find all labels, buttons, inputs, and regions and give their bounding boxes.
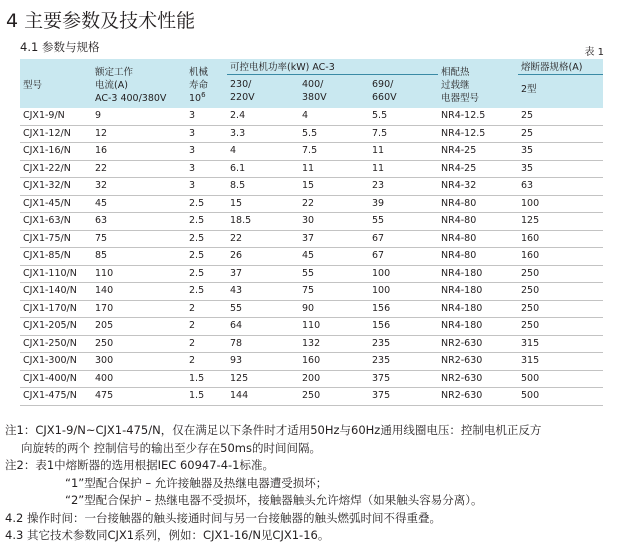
note-2-type-2: “2”型配合保护 – 热继电器不受损坏，接触器触头允许熔焊（如果触头容易分离）。 — [65, 493, 483, 507]
cell-life: 2.5 — [189, 215, 205, 226]
cell-power-690v: 156 — [372, 320, 391, 331]
cell-relay: NR2-630 — [441, 337, 483, 349]
cell-model: CJX1-400/N — [23, 372, 77, 384]
cell-model: CJX1-205/N — [23, 320, 77, 331]
cell-power-690v: 156 — [372, 302, 391, 314]
cell-model: CJX1-140/N — [23, 285, 77, 296]
cell-rated-current: 170 — [95, 302, 114, 314]
header-power-690 — [369, 75, 438, 109]
cell-fuse: 125 — [521, 215, 540, 226]
header-rated-current-line2: 电流(A) — [95, 80, 128, 91]
cell-model: CJX1-32/N — [23, 180, 71, 191]
cell-power-230v: 144 — [230, 390, 249, 401]
cell-power-690v: 5.5 — [372, 110, 388, 121]
cell-power-400v: 75 — [302, 285, 315, 296]
cell-life: 2.5 — [189, 285, 205, 296]
cell-rated-current: 45 — [95, 197, 108, 209]
cell-relay: NR4-12.5 — [441, 110, 486, 121]
table-row — [20, 230, 603, 248]
cell-power-400v: 30 — [302, 215, 315, 226]
cell-power-400v: 7.5 — [302, 145, 318, 156]
table-row — [20, 283, 603, 301]
header-fuse-sub: 2型 — [521, 84, 537, 95]
cell-fuse: 100 — [521, 197, 540, 209]
cell-model: CJX1-75/N — [23, 232, 71, 244]
cell-life: 3 — [189, 110, 196, 121]
table-row — [20, 160, 603, 178]
cell-power-230v: 6.1 — [230, 162, 246, 174]
cell-power-230v: 15 — [230, 197, 243, 209]
cell-power-230v: 93 — [230, 355, 243, 366]
cell-power-230v: 2.4 — [230, 110, 246, 121]
cell-power-230v: 43 — [230, 285, 243, 296]
header-power-400-line1: 400/ — [302, 79, 324, 90]
cell-life: 2.5 — [189, 197, 205, 209]
cell-model: CJX1-85/N — [23, 250, 71, 261]
cell-model: CJX1-16/N — [23, 145, 71, 156]
cell-power-690v: 39 — [372, 197, 385, 209]
table-row — [20, 143, 603, 161]
cell-fuse: 500 — [521, 372, 540, 384]
header-relay-line2: 过载继 — [441, 80, 470, 91]
cell-power-230v: 78 — [230, 337, 243, 349]
table-row — [20, 178, 603, 196]
cell-relay: NR4-180 — [441, 302, 483, 314]
cell-power-230v: 64 — [230, 320, 243, 331]
cell-power-690v: 23 — [372, 180, 385, 191]
cell-relay: NR4-80 — [441, 232, 477, 244]
cell-model: CJX1-63/N — [23, 215, 71, 226]
cell-rated-current: 32 — [95, 180, 108, 191]
cell-power-230v: 4 — [230, 145, 237, 156]
cell-relay: NR4-180 — [441, 320, 483, 331]
cell-rated-current: 63 — [95, 215, 108, 226]
cell-rated-current: 16 — [95, 145, 108, 156]
table-body — [20, 108, 603, 405]
cell-life: 2 — [189, 355, 196, 366]
cell-life: 3 — [189, 127, 196, 139]
cell-fuse: 315 — [521, 355, 540, 366]
cell-life: 2.5 — [189, 232, 205, 244]
cell-model: CJX1-475/N — [23, 390, 77, 401]
cell-rated-current: 75 — [95, 232, 108, 244]
cell-relay: NR2-630 — [441, 372, 483, 384]
header-rated-current — [92, 59, 186, 108]
table-row — [20, 125, 603, 143]
cell-power-690v: 375 — [372, 390, 391, 401]
cell-model: CJX1-45/N — [23, 197, 71, 209]
cell-rated-current: 22 — [95, 162, 108, 174]
table-row — [20, 388, 603, 406]
cell-model: CJX1-300/N — [23, 355, 77, 366]
other-params-note: 4.3 其它技术参数同CJX1系列，例如：CJX1-16/N见CJX1-16。 — [5, 528, 330, 542]
cell-relay: NR4-32 — [441, 180, 477, 191]
header-rated-current-line3: AC-3 400/380V — [95, 93, 167, 104]
cell-relay: NR4-180 — [441, 267, 483, 279]
cell-power-230v: 55 — [230, 302, 243, 314]
cell-power-690v: 235 — [372, 337, 391, 349]
cell-power-400v: 200 — [302, 372, 321, 384]
cell-power-690v: 7.5 — [372, 127, 388, 139]
cell-relay: NR4-12.5 — [441, 127, 486, 139]
header-model: 型号 — [23, 80, 43, 91]
header-power-400-line2: 380V — [302, 92, 327, 103]
cell-power-400v: 22 — [302, 197, 315, 209]
header-fuse-group: 熔断器规格(A) — [518, 59, 603, 75]
section-title: 4 主要参数及技术性能 — [6, 10, 196, 32]
table-row — [20, 108, 603, 125]
cell-fuse: 160 — [521, 250, 540, 261]
table-row — [20, 195, 603, 213]
cell-power-690v: 67 — [372, 250, 385, 261]
cell-rated-current: 250 — [95, 337, 114, 349]
header-power-690-line1: 690/ — [372, 79, 394, 90]
header-life-exponent: 6 — [201, 90, 206, 99]
header-life-base: 10 — [189, 93, 202, 104]
table-row — [20, 318, 603, 336]
table-row — [20, 300, 603, 318]
cell-power-690v: 100 — [372, 267, 391, 279]
cell-life: 2 — [189, 337, 196, 349]
cell-rated-current: 475 — [95, 390, 114, 401]
cell-relay: NR4-25 — [441, 162, 477, 174]
cell-power-230v: 26 — [230, 250, 243, 261]
header-power-230 — [227, 75, 299, 109]
cell-power-400v: 160 — [302, 355, 321, 366]
cell-rated-current: 205 — [95, 320, 114, 331]
cell-fuse: 160 — [521, 232, 540, 244]
spec-table — [20, 59, 603, 406]
header-power-230-line2: 220V — [230, 92, 255, 103]
cell-fuse: 63 — [521, 180, 534, 191]
cell-life: 2 — [189, 320, 196, 331]
cell-fuse: 25 — [521, 127, 534, 139]
cell-power-230v: 22 — [230, 232, 243, 244]
cell-fuse: 250 — [521, 267, 540, 279]
header-life-line1: 机械 — [189, 67, 209, 78]
table-label: 表 1 — [584, 47, 604, 58]
cell-fuse: 250 — [521, 285, 540, 296]
cell-power-400v: 45 — [302, 250, 315, 261]
table-row — [20, 370, 603, 388]
table-row — [20, 213, 603, 231]
header-power-400 — [299, 75, 369, 109]
cell-relay: NR4-80 — [441, 215, 477, 226]
cell-rated-current: 110 — [95, 267, 114, 279]
cell-power-690v: 235 — [372, 355, 391, 366]
cell-power-400v: 11 — [302, 162, 315, 174]
cell-power-400v: 37 — [302, 232, 315, 244]
header-power-230-line1: 230/ — [230, 79, 252, 90]
note-2-type-1: “1”型配合保护 – 允许接触器及热继电器遭受损坏； — [65, 475, 328, 490]
cell-model: CJX1-12/N — [23, 127, 71, 139]
cell-relay: NR4-180 — [441, 285, 483, 296]
header-relay — [438, 59, 518, 108]
cell-power-690v: 11 — [372, 162, 385, 174]
note-1: 注1：CJX1-9/N~CJX1-475/N，仅在满足以下条件时才适用50Hz与60Hz通用线圈电压：控制电机正反方 — [5, 423, 542, 437]
cell-power-400v: 110 — [302, 320, 321, 331]
cell-rated-current: 140 — [95, 285, 114, 296]
cell-relay: NR2-630 — [441, 355, 483, 366]
cell-model: CJX1-110/N — [23, 267, 77, 279]
cell-power-690v: 375 — [372, 372, 391, 384]
cell-life: 3 — [189, 145, 196, 156]
cell-life: 1.5 — [189, 372, 205, 384]
cell-life: 2.5 — [189, 267, 205, 279]
cell-power-230v: 3.3 — [230, 127, 246, 139]
cell-model: CJX1-22/N — [23, 162, 71, 174]
cell-model: CJX1-9/N — [23, 110, 65, 121]
subsection-title: 4.1 参数与规格 — [20, 40, 100, 54]
header-relay-line1: 相配热 — [441, 67, 470, 78]
cell-fuse: 25 — [521, 110, 534, 121]
cell-life: 1.5 — [189, 390, 205, 401]
cell-fuse: 500 — [521, 390, 540, 401]
cell-power-230v: 125 — [230, 372, 249, 384]
cell-rated-current: 400 — [95, 372, 114, 384]
cell-relay: NR4-80 — [441, 197, 477, 209]
table-row — [20, 265, 603, 283]
cell-relay: NR4-25 — [441, 145, 477, 156]
cell-fuse: 250 — [521, 320, 540, 331]
cell-life: 3 — [189, 180, 196, 191]
cell-life: 2 — [189, 302, 196, 314]
cell-model: CJX1-250/N — [23, 337, 77, 349]
cell-model: CJX1-170/N — [23, 302, 77, 314]
cell-power-690v: 55 — [372, 215, 385, 226]
cell-power-690v: 67 — [372, 232, 385, 244]
header-relay-line3: 电器型号 — [441, 93, 480, 104]
cell-power-230v: 8.5 — [230, 180, 246, 191]
cell-power-400v: 5.5 — [302, 127, 318, 139]
cell-fuse: 35 — [521, 162, 534, 174]
header-life-line3 — [189, 92, 227, 105]
cell-relay: NR2-630 — [441, 390, 483, 401]
cell-rated-current: 9 — [95, 110, 102, 121]
header-life — [186, 59, 227, 108]
cell-life: 3 — [189, 162, 196, 174]
cell-rated-current: 85 — [95, 250, 108, 261]
header-power-690-line2: 660V — [372, 92, 397, 103]
cell-power-400v: 15 — [302, 180, 315, 191]
cell-power-400v: 132 — [302, 337, 321, 349]
cell-power-230v: 37 — [230, 267, 243, 279]
header-rated-current-line1: 额定工作 — [95, 67, 134, 78]
table-row — [20, 335, 603, 353]
header-power-group: 可控电机功率(kW) AC-3 — [227, 59, 438, 75]
cell-relay: NR4-80 — [441, 250, 477, 261]
cell-rated-current: 12 — [95, 127, 108, 139]
cell-power-690v: 100 — [372, 285, 391, 296]
operation-time-note: 4.2 操作时间：一台接触器的触头接通时间与另一台接触器的触头燃弧时间不得重叠。 — [5, 510, 441, 525]
cell-power-400v: 4 — [302, 110, 309, 121]
header-life-line2: 寿命 — [189, 80, 209, 91]
table-row — [20, 353, 603, 371]
note-2: 注2：表1中熔断器的选用根据IEC 60947-4-1标准。 — [5, 458, 274, 472]
cell-life: 2.5 — [189, 250, 205, 261]
cell-fuse: 35 — [521, 145, 534, 156]
cell-fuse: 250 — [521, 302, 540, 314]
cell-power-400v: 250 — [302, 390, 321, 401]
note-1-continued: 向旋转的两个 控制信号的输出至少存在50ms的时间间隔。 — [21, 440, 321, 455]
cell-rated-current: 300 — [95, 355, 114, 366]
table-row — [20, 248, 603, 266]
cell-power-230v: 18.5 — [230, 215, 252, 226]
table-header — [20, 59, 603, 108]
cell-power-690v: 11 — [372, 145, 385, 156]
cell-power-400v: 55 — [302, 267, 315, 279]
cell-power-400v: 90 — [302, 302, 315, 314]
cell-fuse: 315 — [521, 337, 540, 349]
notes — [5, 422, 621, 545]
